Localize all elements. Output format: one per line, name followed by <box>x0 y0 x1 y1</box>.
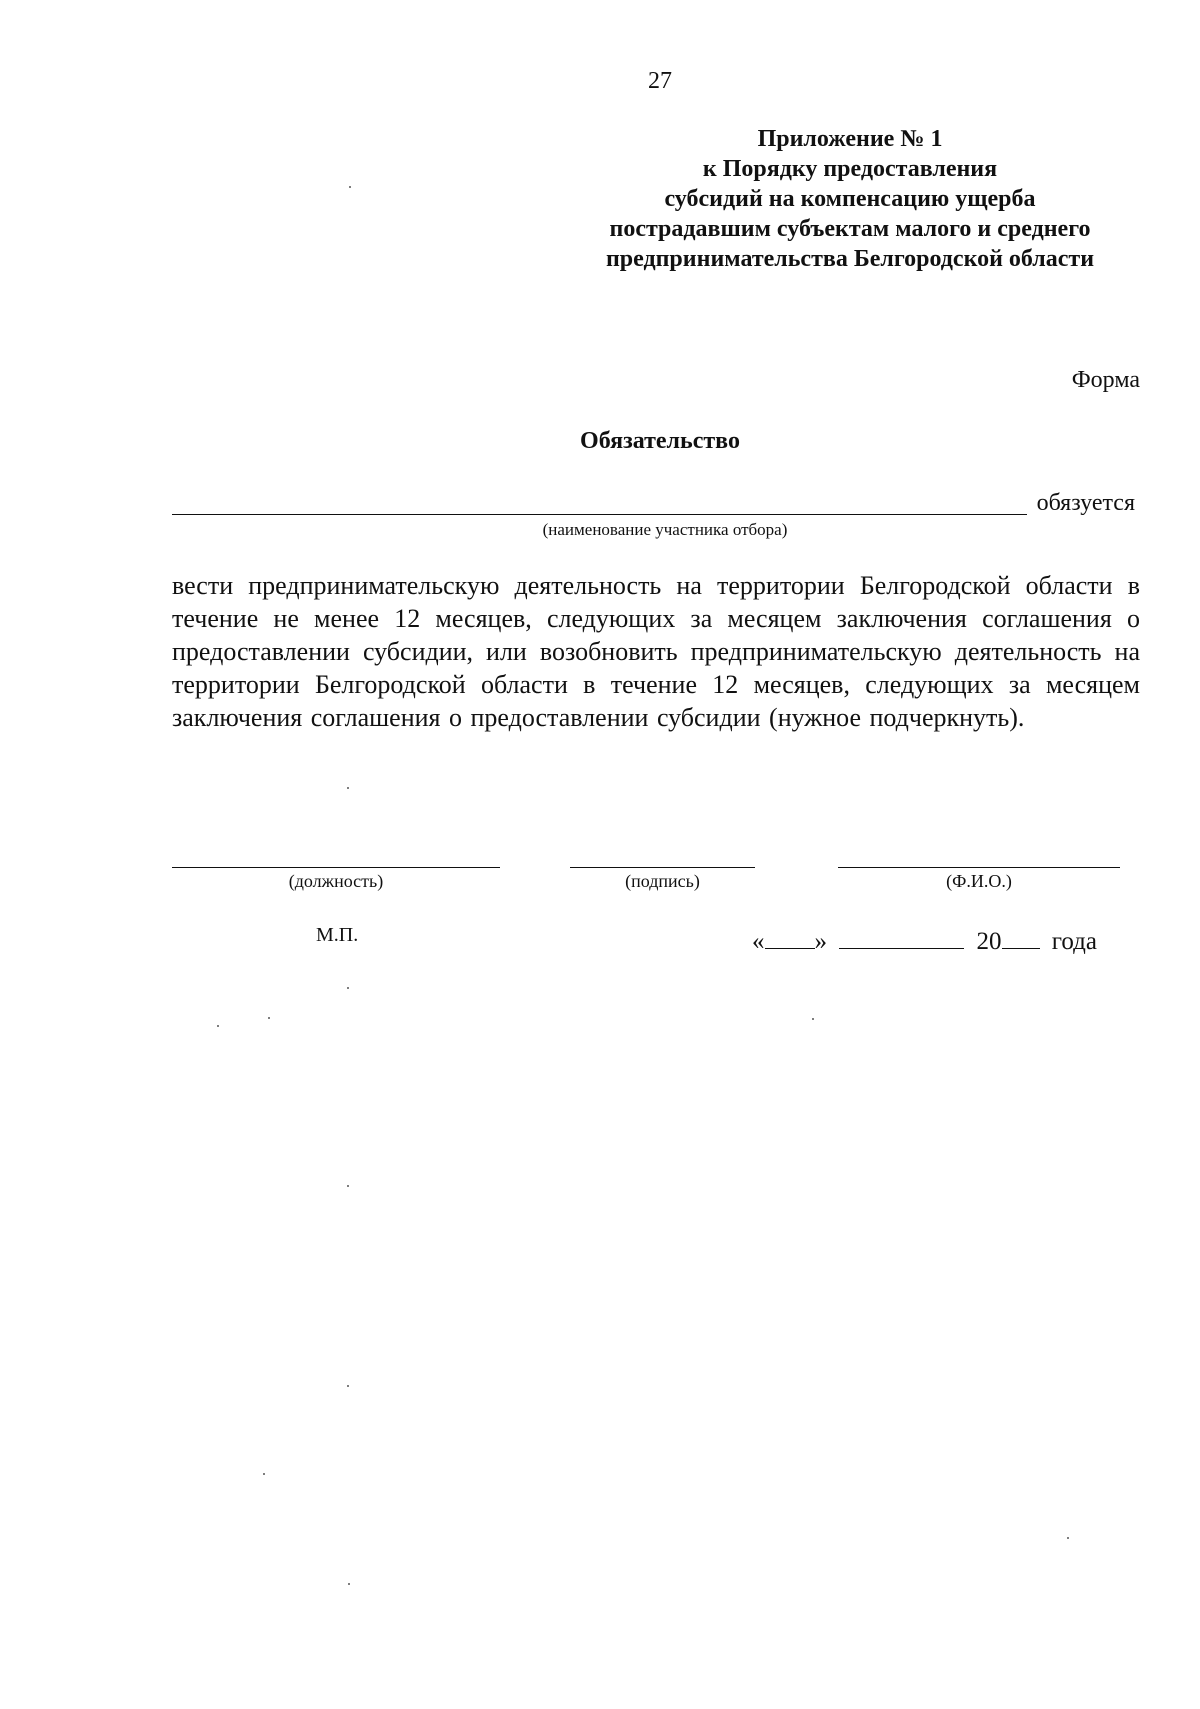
page-number: 27 <box>648 68 672 94</box>
date-close-quote: » <box>814 928 827 955</box>
date-row <box>752 928 1132 956</box>
scan-speck <box>263 1473 265 1475</box>
scan-speck <box>347 1385 349 1387</box>
scan-speck <box>347 787 349 789</box>
appendix-line: субсидий на компенсацию ущерба <box>664 186 1036 212</box>
year-suffix: года <box>1051 928 1097 955</box>
signature-line <box>570 867 755 868</box>
day-blank <box>765 928 815 949</box>
full-name-line <box>838 867 1120 868</box>
year-prefix: 20 <box>976 928 1002 955</box>
date-open-quote: « <box>752 928 765 955</box>
year-blank <box>1002 928 1040 949</box>
obligates-text: обязуется <box>1036 490 1135 516</box>
scan-speck <box>348 1583 350 1585</box>
position-line <box>172 867 500 868</box>
appendix-line: Приложение № 1 <box>757 126 943 152</box>
appendix-line: предпринимательства Белгородской области <box>605 246 1095 272</box>
full-name-caption: (Ф.И.О.) <box>946 871 1012 891</box>
stamp-label: М.П. <box>316 924 359 946</box>
position-caption: (должность) <box>288 871 384 891</box>
scan-speck <box>1067 1537 1069 1539</box>
signature-caption: (подпись) <box>625 871 700 891</box>
scan-speck <box>217 1025 219 1027</box>
scan-speck <box>349 186 351 188</box>
form-label: Форма <box>1071 367 1140 393</box>
scan-speck <box>268 1017 270 1019</box>
scan-speck <box>347 1185 349 1187</box>
month-blank <box>839 928 964 949</box>
participant-name-line <box>172 514 1027 515</box>
appendix-line: к Порядку предоставления <box>702 156 998 182</box>
appendix-header <box>520 124 1180 274</box>
scan-speck <box>812 1018 814 1020</box>
participant-caption: (наименование участника отбора) <box>542 520 788 539</box>
scan-speck <box>347 987 349 989</box>
obligation-body-text: вести предпринимательскую деятельность на территории Белгородской области в течение не менее 12 месяцев, следующих за месяцем заключения соглашения о предоставлении субсидии, или возобновить предпринимательскую деятельность на территории Белгородской области в течение 12 месяцев, следующих за месяцем заключения соглашения о предоставлении субсидии (нужное подчеркнуть). <box>172 571 1140 732</box>
document-title: Обязательство <box>580 428 740 454</box>
appendix-line: пострадавшим субъектам малого и среднего <box>609 216 1091 242</box>
